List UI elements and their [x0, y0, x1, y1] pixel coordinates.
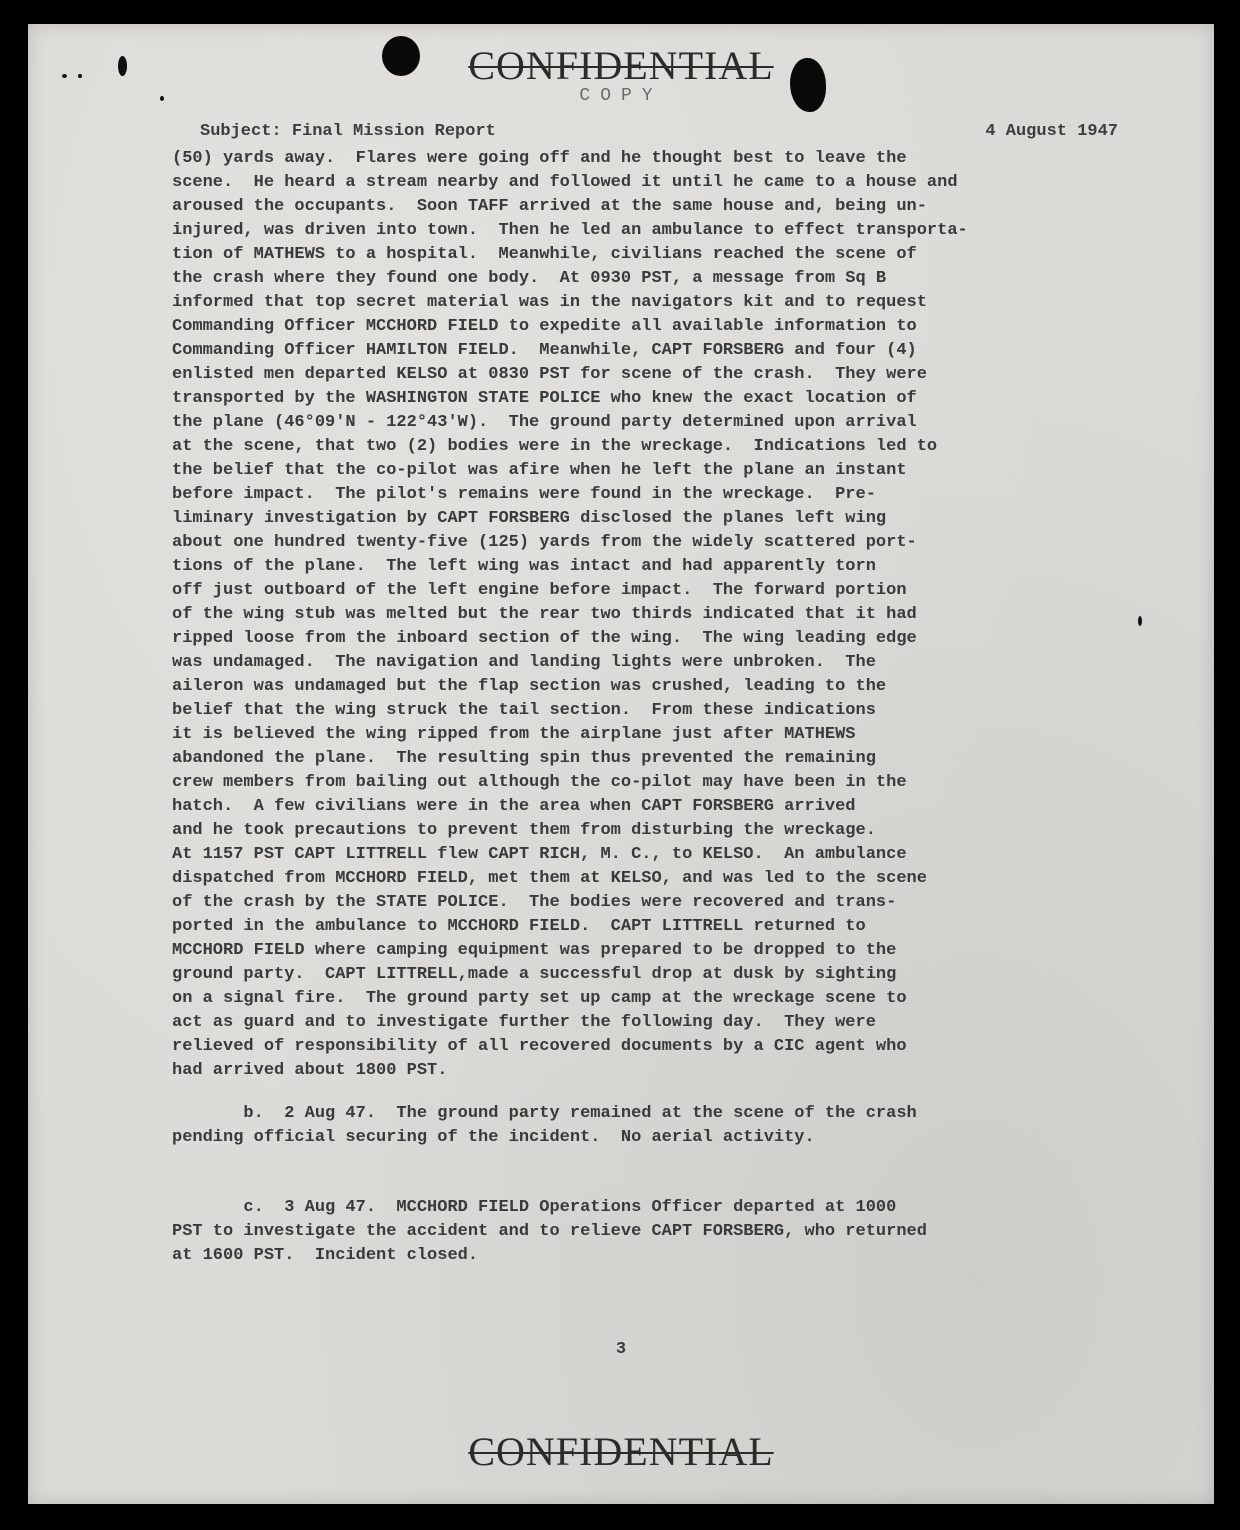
text-line: (50) yards away. Flares were going off and he thought best to leave the [172, 149, 907, 168]
text-line: the crash where they found one body. At 0930 PST, a message from Sq B [172, 269, 887, 288]
text-line: pending official securing of the incident. No aerial activity. [172, 1128, 815, 1147]
text-line: informed that top secret material was in the navigators kit and to request [172, 293, 927, 312]
text-line: aroused the occupants. Soon TAFF arrived at the same house and, being un- [172, 197, 927, 216]
ink-speck [62, 74, 67, 78]
text-line: PST to investigate the accident and to relieve CAPT FORSBERG, who returned [172, 1222, 927, 1241]
text-line: hatch. A few civilians were in the area when CAPT FORSBERG arrived [172, 797, 856, 816]
paragraph-c [172, 1196, 1162, 1268]
text-line: relieved of responsibility of all recovered documents by a CIC agent who [172, 1037, 907, 1056]
text-line: transported by the WASHINGTON STATE POLICE who knew the exact location of [172, 389, 917, 408]
text-line: the belief that the co-pilot was afire when he left the plane an instant [172, 461, 907, 480]
text-line: ported in the ambulance to MCCHORD FIELD. CAPT LITTRELL returned to [172, 917, 866, 936]
text-line: Commanding Officer MCCHORD FIELD to expedite all available information to [172, 317, 917, 336]
text-line: off just outboard of the left engine before impact. The forward portion [172, 581, 907, 600]
text-line: crew members from bailing out although the co-pilot may have been in the [172, 773, 907, 792]
text-line: tion of MATHEWS to a hospital. Meanwhile, civilians reached the scene of [172, 245, 917, 264]
text-line: abandoned the plane. The resulting spin thus prevented the remaining [172, 749, 876, 768]
ink-speck [78, 74, 82, 78]
punch-hole-left [382, 36, 420, 76]
report-header [200, 122, 1118, 141]
text-line: belief that the wing struck the tail section. From these indications [172, 701, 876, 720]
text-line: had arrived about 1800 PST. [172, 1061, 448, 1080]
punch-hole-right [790, 58, 826, 112]
copy-mark: COPY [579, 86, 663, 106]
text-line: aileron was undamaged but the flap section was crushed, leading to the [172, 677, 887, 696]
text-line: enlisted men departed KELSO at 0830 PST for scene of the crash. They were [172, 365, 927, 384]
text-line: it is believed the wing ripped from the airplane just after MATHEWS [172, 725, 856, 744]
text-line: the plane (46°09'N - 122°43'W). The ground party determined upon arrival [172, 413, 917, 432]
text-line: of the crash by the STATE POLICE. The bodies were recovered and trans- [172, 893, 897, 912]
text-line: tions of the plane. The left wing was intact and had apparently torn [172, 557, 876, 576]
text-line: before impact. The pilot's remains were found in the wreckage. Pre- [172, 485, 876, 504]
paragraph-b [172, 1102, 1162, 1150]
text-line: was undamaged. The navigation and landing lights were unbroken. The [172, 653, 876, 672]
text-line: about one hundred twenty-five (125) yards from the widely scattered port- [172, 533, 917, 552]
text-line: scene. He heard a stream nearby and followed it until he came to a house and [172, 173, 958, 192]
text-line: on a signal fire. The ground party set up camp at the wreckage scene to [172, 989, 907, 1008]
page-number: 3 [615, 1340, 627, 1359]
text-line: at the scene, that two (2) bodies were in the wreckage. Indications led to [172, 437, 938, 456]
ink-speck [118, 56, 127, 76]
ink-speck [160, 96, 164, 101]
text-line: liminary investigation by CAPT FORSBERG disclosed the planes left wing [172, 509, 887, 528]
text-line: dispatched from MCCHORD FIELD, met them at KELSO, and was led to the scene [172, 869, 927, 888]
text-line: At 1157 PST CAPT LITTRELL flew CAPT RICH, M. C., to KELSO. An ambulance [172, 845, 907, 864]
text-line: act as guard and to investigate further the following day. They were [172, 1013, 876, 1032]
text-line: injured, was driven into town. Then he led an ambulance to effect transporta- [172, 221, 968, 240]
text-line: ripped loose from the inboard section of the wing. The wing leading edge [172, 629, 917, 648]
report-body [172, 147, 1162, 1083]
text-line: Commanding Officer HAMILTON FIELD. Meanwhile, CAPT FORSBERG and four (4) [172, 341, 917, 360]
classification-stamp-top: CONFIDENTIAL [468, 43, 774, 88]
report-date: 4 August 1947 [985, 122, 1118, 141]
text-line: of the wing stub was melted but the rear two thirds indicated that it had [172, 605, 917, 624]
text-line: ground party. CAPT LITTRELL,made a successful drop at dusk by sighting [172, 965, 897, 984]
text-line: MCCHORD FIELD where camping equipment was prepared to be dropped to the [172, 941, 897, 960]
subject-line: Subject: Final Mission Report [200, 122, 496, 141]
text-line: c. 3 Aug 47. MCCHORD FIELD Operations Officer departed at 1000 [172, 1198, 897, 1217]
classification-stamp-bottom: CONFIDENTIAL [468, 1429, 774, 1474]
text-line: and he took precautions to prevent them from disturbing the wreckage. [172, 821, 876, 840]
text-line: b. 2 Aug 47. The ground party remained at the scene of the crash [172, 1104, 917, 1123]
text-line: at 1600 PST. Incident closed. [172, 1246, 479, 1265]
